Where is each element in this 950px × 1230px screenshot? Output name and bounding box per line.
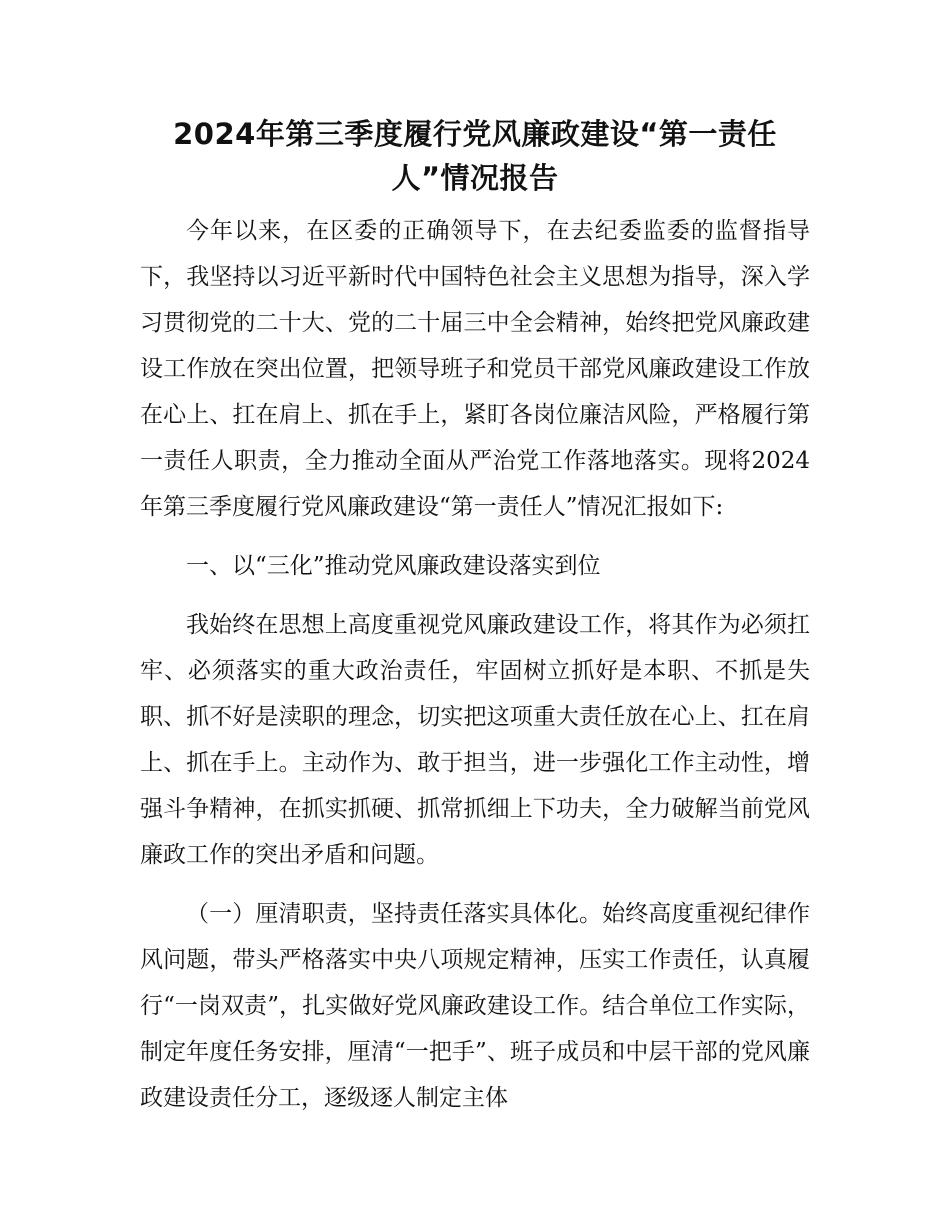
paragraph-gap — [140, 878, 810, 891]
document-title: 2024年第三季度履行党风廉政建设“第一责任人”情况报告 — [173, 117, 777, 195]
subsection-1-paragraph: （一）厘清职责，坚持责任落实具体化。始终高度重视纪律作风问题，带头严格落实中央八项规定精神，压实工作责任，认真履行“一岗双责”，扎实做好党风廉政建设工作。结合单位工作实际，制定年度任务安排，厘清“一把手”、班子成员和中层干部的党风廉政建设责任分工，逐级逐人制定主体 — [140, 901, 810, 1111]
paragraph-gap — [140, 530, 810, 543]
section-heading-1: 一、以“三化”推动党风廉政建设落实到位 — [186, 553, 601, 579]
section-1-paragraph: 我始终在思想上高度重视党风廉政建设工作，将其作为必须扛牢、必须落实的重大政治责任，牢固树立抓好是本职、不抓是失职、抓不好是渎职的理念，切实把这项重大责任放在心上、扛在肩上、抓在手上。主动作为、敢于担当，进一步强化工作主动性，增强斗争精神，在抓实抓硬、抓常抓细上下功夫，全力破解当前党风廉政工作的突出矛盾和问题。 — [140, 612, 810, 868]
paragraph-gap — [140, 589, 810, 602]
intro-paragraph: 今年以来，在区委的正确领导下，在去纪委监委的监督指导下，我坚持以习近平新时代中国特色社会主义思想为指导，深入学习贯彻党的二十大、党的二十届三中全会精神，始终把党风廉政建设工作放在突出位置，把领导班子和党员干部党风廉政建设工作放在心上、扛在肩上、抓在手上，紧盯各岗位廉洁风险，严格履行第一责任人职责，全力推动全面从严治党工作落地落实。现将2024年第三季度履行党风廉政建设“第一责任人”情况汇报如下: — [140, 218, 810, 520]
document-body — [140, 208, 810, 1121]
